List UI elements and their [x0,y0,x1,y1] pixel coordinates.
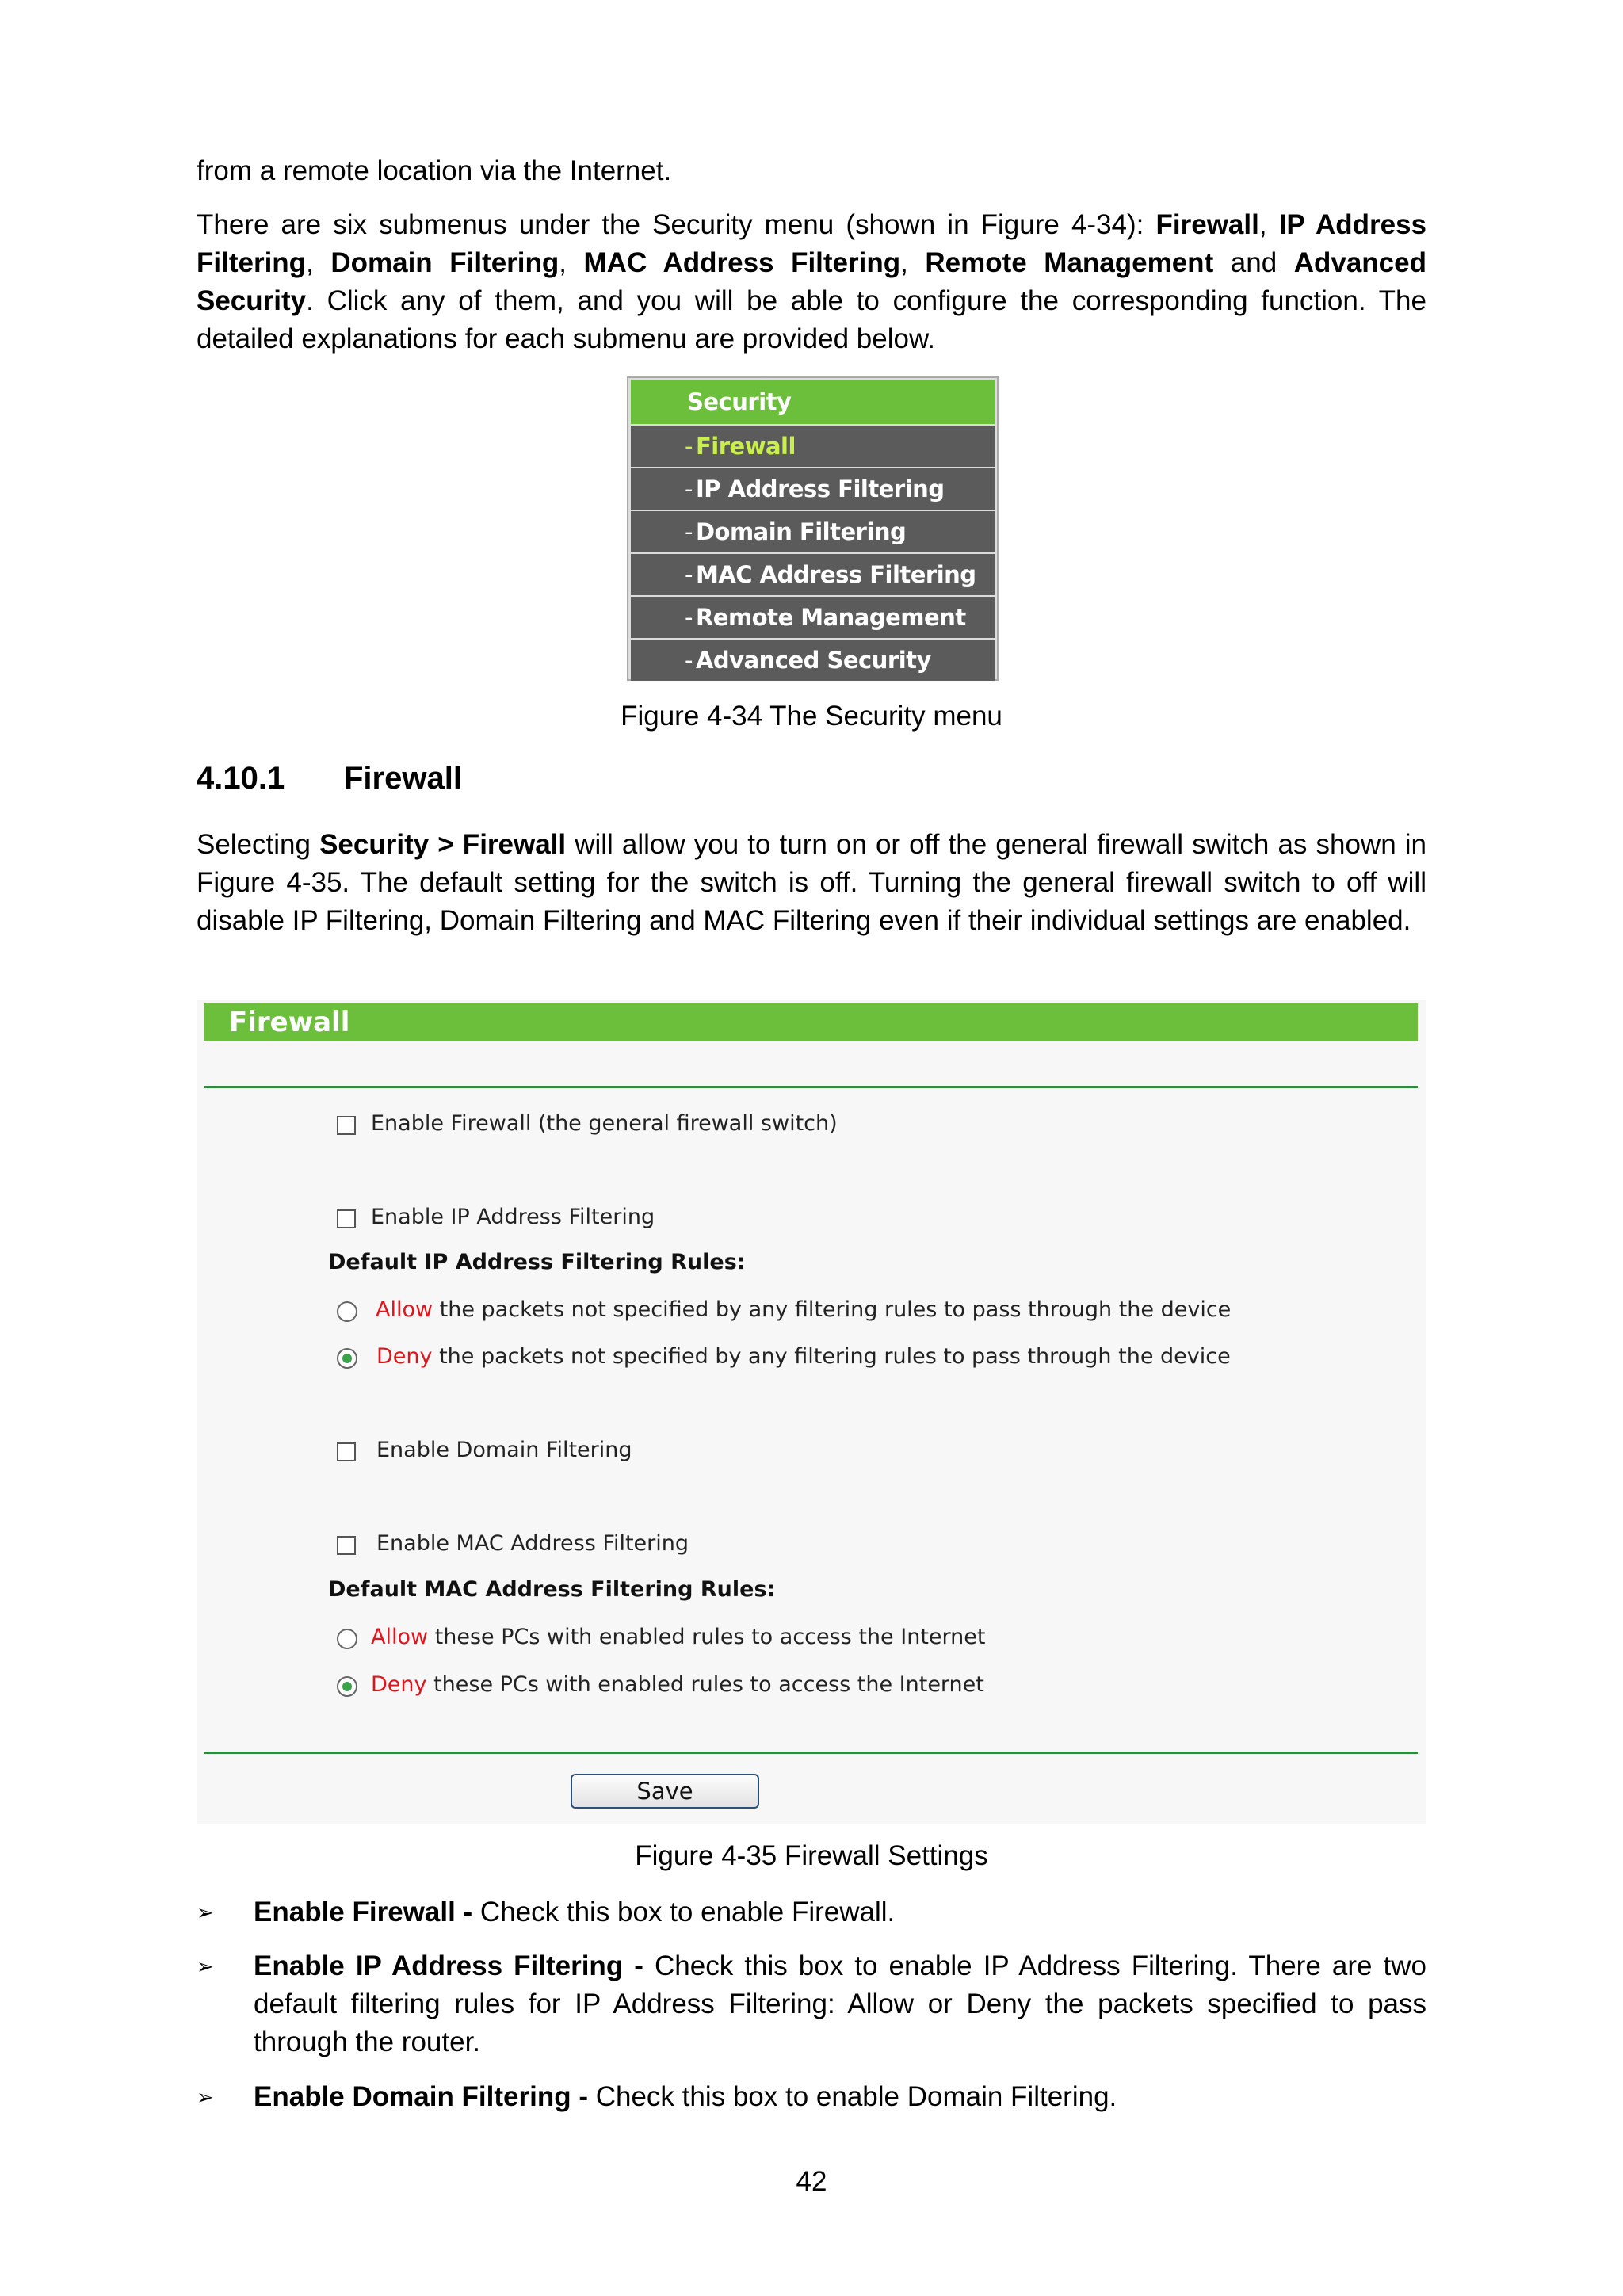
ip-deny-radio[interactable] [337,1348,357,1369]
divider [204,1086,1418,1088]
mac-rules-title: Default MAC Address Filtering Rules: [328,1577,776,1602]
ip-allow-radio[interactable] [337,1301,357,1322]
mac-deny-label: Deny these PCs with enabled rules to access the Internet [371,1672,984,1697]
enable-ip-filtering-label: Enable IP Address Filtering [371,1205,655,1229]
bullet-arrow-icon: ➢ [197,2085,214,2109]
bullet-arrow-icon: ➢ [197,1901,214,1924]
security-menu-title[interactable]: Security [631,380,995,424]
page-number: 42 [796,2166,827,2197]
figure-caption-firewall: Figure 4-35 Firewall Settings [635,1840,988,1871]
bullet-arrow-icon: ➢ [197,1954,214,1978]
enable-domain-filtering-checkbox[interactable] [337,1442,356,1461]
security-menu [627,376,999,681]
enable-firewall-checkbox[interactable] [337,1116,356,1135]
menu-item-mac-address-filtering[interactable]: - MAC Address Filtering [631,554,995,595]
menu-item-remote-management[interactable]: - Remote Management [631,597,995,638]
bullet-item: ➢ Enable Firewall - Check this box to enable Firewall. [197,1893,1426,1931]
ip-rules-title: Default IP Address Filtering Rules: [328,1250,746,1274]
mac-deny-radio[interactable] [337,1676,357,1697]
panel-title: Firewall [204,1003,1418,1041]
ip-deny-label: Deny the packets not specified by any filtering rules to pass through the device [376,1344,1231,1369]
menu-item-domain-filtering[interactable]: - Domain Filtering [631,511,995,552]
figure-caption-security-menu: Figure 4-34 The Security menu [621,701,1002,732]
mac-allow-label: Allow these PCs with enabled rules to access the Internet [371,1625,986,1649]
enable-firewall-label: Enable Firewall (the general firewall switch) [371,1111,838,1136]
menu-item-firewall[interactable]: - Firewall [631,426,995,467]
intro-line: from a remote location via the Internet. [197,155,672,186]
section-heading: 4.10.1 Firewall [197,761,462,796]
bullet-item: ➢ Enable IP Address Filtering - Check this box to enable IP Address Filtering. There are two default filtering rules for IP Address Filtering: Allow or Deny the packets specified to pass through the router. [197,1947,1426,2061]
mac-allow-radio[interactable] [337,1629,357,1649]
enable-ip-filtering-checkbox[interactable] [337,1209,356,1228]
enable-mac-filtering-label: Enable MAC Address Filtering [376,1531,689,1556]
menu-item-ip-address-filtering[interactable]: - IP Address Filtering [631,468,995,510]
ip-allow-label: Allow the packets not specified by any filtering rules to pass through the device [376,1297,1232,1322]
divider [204,1752,1418,1754]
save-button[interactable]: Save [571,1774,759,1809]
enable-domain-filtering-label: Enable Domain Filtering [376,1438,632,1462]
enable-mac-filtering-checkbox[interactable] [337,1536,356,1555]
menu-item-advanced-security[interactable]: - Advanced Security [631,640,995,681]
section-paragraph: Selecting Security > Firewall will allow you to turn on or off the general firewall switch as shown in Figure 4-35. The default setting for the switch is off. Turning the general firewall switch to off will disable IP Filtering, Domain Filtering and MAC Filtering even if their individual settings are enabled. [197,829,1426,936]
bullet-item: ➢ Enable Domain Filtering - Check this box to enable Domain Filtering. [197,2078,1426,2116]
intro-paragraph: There are six submenus under the Security menu (shown in Figure 4-34): Firewall, IP Address Filtering, Domain Filtering, MAC Address Filtering, Remote Management and Advanced Security. Click any of them, and you will be able to configure the corresponding function. The detailed explanations for each submenu are provided below. [197,209,1426,354]
firewall-settings-panel [197,1000,1426,1824]
